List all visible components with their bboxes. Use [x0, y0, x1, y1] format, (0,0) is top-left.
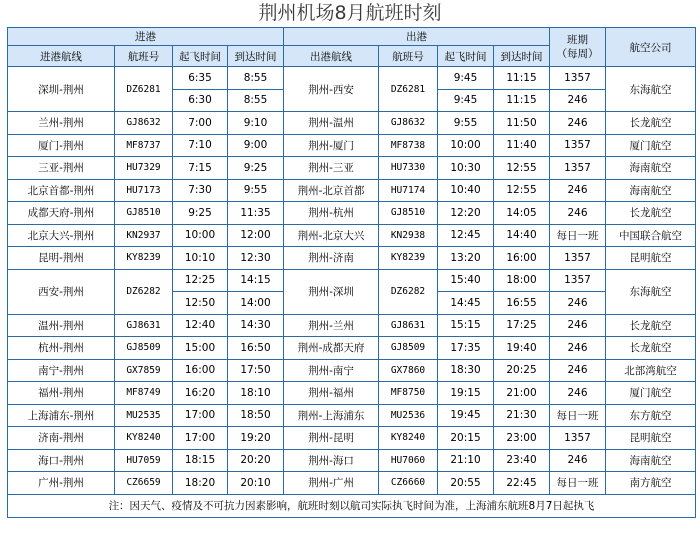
arr-dep-time-cell: 7:10 — [173, 134, 228, 157]
arr-dep-time-cell: 10:10 — [173, 247, 228, 270]
schedule-header-line2: （每周） — [556, 48, 599, 60]
dep-route-cell: 荆州-海口 — [284, 449, 379, 472]
dep-arr-time-cell: 23:40 — [494, 449, 550, 472]
arr-route-cell: 深圳-荆州 — [8, 67, 115, 112]
airline-cell: 昆明航空 — [606, 427, 696, 450]
schedule-cell: 246 — [550, 314, 606, 337]
arr-dep-time-cell: 6:30 — [173, 89, 228, 112]
table-row — [8, 449, 696, 472]
dep-flight-header: 航班号 — [379, 46, 438, 67]
dep-dep-time-header: 起飞时间 — [438, 46, 494, 67]
arr-flight-cell: GX7859 — [115, 359, 173, 382]
dep-arr-time-cell: 11:15 — [494, 89, 550, 112]
arr-route-cell: 三亚-荆州 — [8, 157, 115, 180]
dep-dep-time-cell: 9:55 — [438, 112, 494, 135]
dep-arr-time-cell: 11:50 — [494, 112, 550, 135]
table-row — [8, 247, 696, 270]
arr-dep-time-cell: 6:35 — [173, 67, 228, 90]
dep-dep-time-cell: 15:15 — [438, 314, 494, 337]
arr-route-cell: 温州-荆州 — [8, 314, 115, 337]
dep-arr-time-cell: 19:40 — [494, 337, 550, 360]
dep-dep-time-cell: 19:45 — [438, 404, 494, 427]
airline-cell: 海南航空 — [606, 449, 696, 472]
dep-route-cell: 荆州-杭州 — [284, 202, 379, 225]
arr-route-cell: 西安-荆州 — [8, 269, 115, 314]
airline-cell: 东方航空 — [606, 404, 696, 427]
arr-route-cell: 杭州-荆州 — [8, 337, 115, 360]
table-row — [8, 427, 696, 450]
table-row — [8, 202, 696, 225]
flight-schedule-table — [7, 27, 696, 518]
arr-route-cell: 北京首都-荆州 — [8, 179, 115, 202]
arr-route-cell: 广州-荆州 — [8, 472, 115, 495]
dep-arr-time-cell: 21:00 — [494, 382, 550, 405]
schedule-cell: 1357 — [550, 269, 606, 292]
arr-arr-time-cell: 9:00 — [228, 134, 284, 157]
airline-cell: 东海航空 — [606, 269, 696, 314]
dep-flight-cell: GJ8631 — [379, 314, 438, 337]
arr-arr-time-cell: 8:55 — [228, 67, 284, 90]
schedule-header — [550, 28, 606, 67]
dep-flight-cell: MU2536 — [379, 404, 438, 427]
dep-route-cell: 荆州-北京首都 — [284, 179, 379, 202]
table-row — [8, 359, 696, 382]
arr-flight-cell: MF8737 — [115, 134, 173, 157]
table-row — [8, 382, 696, 405]
dep-route-cell: 荆州-成都天府 — [284, 337, 379, 360]
arr-arr-time-cell: 20:20 — [228, 449, 284, 472]
arr-arr-time-cell: 9:25 — [228, 157, 284, 180]
arr-flight-cell: DZ6282 — [115, 269, 173, 314]
dep-route-cell: 荆州-北京大兴 — [284, 224, 379, 247]
arr-dep-time-cell: 15:00 — [173, 337, 228, 360]
dep-arr-time-cell: 16:55 — [494, 292, 550, 315]
dep-flight-cell: MF8738 — [379, 134, 438, 157]
table-row — [8, 112, 696, 135]
arrival-group-header: 进港 — [8, 28, 284, 46]
arr-route-header: 进港航线 — [8, 46, 115, 67]
dep-flight-cell: CZ6660 — [379, 472, 438, 495]
table-row — [8, 157, 696, 180]
arr-flight-cell: GJ8631 — [115, 314, 173, 337]
dep-route-cell: 荆州-福州 — [284, 382, 379, 405]
arr-arr-time-cell: 9:10 — [228, 112, 284, 135]
dep-arr-time-cell: 11:15 — [494, 67, 550, 90]
arr-flight-cell: HU7329 — [115, 157, 173, 180]
dep-flight-cell: HU7174 — [379, 179, 438, 202]
arr-route-cell: 北京大兴-荆州 — [8, 224, 115, 247]
arr-arr-time-cell: 8:55 — [228, 89, 284, 112]
airline-cell: 南方航空 — [606, 472, 696, 495]
schedule-cell: 每日一班 — [550, 224, 606, 247]
schedule-cell: 246 — [550, 292, 606, 315]
table-row — [8, 179, 696, 202]
arr-flight-cell: DZ6281 — [115, 67, 173, 112]
airline-cell: 长龙航空 — [606, 314, 696, 337]
dep-route-cell: 荆州-上海浦东 — [284, 404, 379, 427]
page-title: 荆州机场8月航班时刻 — [258, 2, 442, 24]
table-row — [8, 224, 696, 247]
dep-flight-cell: GJ8632 — [379, 112, 438, 135]
schedule-cell: 1357 — [550, 134, 606, 157]
dep-dep-time-cell: 10:30 — [438, 157, 494, 180]
arr-flight-cell: MF8749 — [115, 382, 173, 405]
arr-flight-cell: GJ8632 — [115, 112, 173, 135]
dep-arr-time-cell: 21:30 — [494, 404, 550, 427]
arr-route-cell: 兰州-荆州 — [8, 112, 115, 135]
dep-flight-cell: KN2938 — [379, 224, 438, 247]
dep-route-cell: 荆州-济南 — [284, 247, 379, 270]
dep-arr-time-cell: 23:00 — [494, 427, 550, 450]
dep-route-cell: 荆州-三亚 — [284, 157, 379, 180]
dep-flight-cell: HU7330 — [379, 157, 438, 180]
arr-arr-time-cell: 19:20 — [228, 427, 284, 450]
dep-arr-time-cell: 20:25 — [494, 359, 550, 382]
arr-dep-time-cell: 18:15 — [173, 449, 228, 472]
schedule-cell: 246 — [550, 179, 606, 202]
dep-dep-time-cell: 18:30 — [438, 359, 494, 382]
arr-flight-cell: GJ8509 — [115, 337, 173, 360]
arr-dep-time-cell: 16:20 — [173, 382, 228, 405]
arr-dep-time-cell: 10:00 — [173, 224, 228, 247]
dep-dep-time-cell: 12:45 — [438, 224, 494, 247]
table-row — [8, 134, 696, 157]
dep-flight-cell: DZ6282 — [379, 269, 438, 314]
arr-arr-time-cell: 14:00 — [228, 292, 284, 315]
note-row — [8, 494, 696, 517]
dep-dep-time-cell: 21:10 — [438, 449, 494, 472]
arr-flight-cell: CZ6659 — [115, 472, 173, 495]
airline-cell: 厦门航空 — [606, 382, 696, 405]
airline-cell: 海南航空 — [606, 179, 696, 202]
arr-flight-cell: GJ8510 — [115, 202, 173, 225]
schedule-cell: 246 — [550, 112, 606, 135]
dep-arr-time-header: 到达时间 — [494, 46, 550, 67]
arr-flight-cell: KY8240 — [115, 427, 173, 450]
dep-flight-cell: HU7060 — [379, 449, 438, 472]
arr-dep-time-cell: 12:25 — [173, 269, 228, 292]
dep-dep-time-cell: 10:40 — [438, 179, 494, 202]
airline-cell: 东海航空 — [606, 67, 696, 112]
arr-dep-time-cell: 16:00 — [173, 359, 228, 382]
schedule-cell: 1357 — [550, 427, 606, 450]
arr-arr-time-cell: 12:30 — [228, 247, 284, 270]
schedule-cell: 246 — [550, 449, 606, 472]
dep-dep-time-cell: 20:15 — [438, 427, 494, 450]
schedule-cell: 每日一班 — [550, 472, 606, 495]
dep-dep-time-cell: 20:55 — [438, 472, 494, 495]
arr-arr-time-cell: 18:50 — [228, 404, 284, 427]
dep-route-cell: 荆州-广州 — [284, 472, 379, 495]
schedule-cell: 1357 — [550, 157, 606, 180]
schedule-cell: 246 — [550, 382, 606, 405]
dep-flight-cell: GX7860 — [379, 359, 438, 382]
schedule-cell: 246 — [550, 359, 606, 382]
dep-arr-time-cell: 14:05 — [494, 202, 550, 225]
arr-route-cell: 济南-荆州 — [8, 427, 115, 450]
schedule-cell: 1357 — [550, 67, 606, 90]
schedule-cell: 246 — [550, 202, 606, 225]
airline-cell: 厦门航空 — [606, 134, 696, 157]
arr-dep-time-cell: 9:25 — [173, 202, 228, 225]
footnote: 注：因天气、疫情及不可抗力因素影响，航班时刻以航司实际执飞时间为准，上海浦东航班8月7日起执飞 — [8, 494, 696, 517]
arr-dep-time-cell: 12:50 — [173, 292, 228, 315]
arr-route-cell: 南宁-荆州 — [8, 359, 115, 382]
arr-dep-time-cell: 7:15 — [173, 157, 228, 180]
arr-arr-time-cell: 17:50 — [228, 359, 284, 382]
dep-dep-time-cell: 13:20 — [438, 247, 494, 270]
dep-arr-time-cell: 12:55 — [494, 179, 550, 202]
dep-route-cell: 荆州-昆明 — [284, 427, 379, 450]
arr-arr-time-cell: 11:35 — [228, 202, 284, 225]
dep-arr-time-cell: 22:45 — [494, 472, 550, 495]
table-row — [8, 404, 696, 427]
dep-route-header: 出港航线 — [284, 46, 379, 67]
arr-dep-time-cell: 12:40 — [173, 314, 228, 337]
arr-route-cell: 福州-荆州 — [8, 382, 115, 405]
schedule-cell: 1357 — [550, 247, 606, 270]
dep-dep-time-cell: 14:45 — [438, 292, 494, 315]
arr-flight-cell: HU7173 — [115, 179, 173, 202]
dep-dep-time-cell: 9:45 — [438, 89, 494, 112]
dep-arr-time-cell: 11:40 — [494, 134, 550, 157]
arr-dep-time-cell: 18:20 — [173, 472, 228, 495]
airline-cell: 昆明航空 — [606, 247, 696, 270]
dep-dep-time-cell: 15:40 — [438, 269, 494, 292]
dep-route-cell: 荆州-深圳 — [284, 269, 379, 314]
dep-arr-time-cell: 14:40 — [494, 224, 550, 247]
dep-dep-time-cell: 10:00 — [438, 134, 494, 157]
arr-route-cell: 厦门-荆州 — [8, 134, 115, 157]
arr-arr-time-cell: 20:10 — [228, 472, 284, 495]
dep-arr-time-cell: 17:25 — [494, 314, 550, 337]
arr-flight-cell: KY8239 — [115, 247, 173, 270]
dep-dep-time-cell: 19:15 — [438, 382, 494, 405]
arr-route-cell: 上海浦东-荆州 — [8, 404, 115, 427]
schedule-cell: 246 — [550, 89, 606, 112]
dep-dep-time-cell: 9:45 — [438, 67, 494, 90]
arr-dep-time-cell: 7:00 — [173, 112, 228, 135]
schedule-header-line1: 班期 — [567, 34, 588, 46]
dep-arr-time-cell: 18:00 — [494, 269, 550, 292]
dep-arr-time-cell: 12:55 — [494, 157, 550, 180]
dep-route-cell: 荆州-西安 — [284, 67, 379, 112]
dep-route-cell: 荆州-兰州 — [284, 314, 379, 337]
dep-flight-cell: GJ8509 — [379, 337, 438, 360]
airline-cell: 长龙航空 — [606, 202, 696, 225]
airline-cell: 中国联合航空 — [606, 224, 696, 247]
dep-flight-cell: MF8750 — [379, 382, 438, 405]
dep-route-cell: 荆州-温州 — [284, 112, 379, 135]
arr-flight-cell: KN2937 — [115, 224, 173, 247]
airline-header: 航空公司 — [606, 28, 696, 67]
arr-arr-time-cell: 18:10 — [228, 382, 284, 405]
dep-dep-time-cell: 12:20 — [438, 202, 494, 225]
table-row — [8, 314, 696, 337]
table-row — [8, 337, 696, 360]
table-row — [8, 67, 696, 90]
schedule-cell: 每日一班 — [550, 404, 606, 427]
table-row — [8, 472, 696, 495]
schedule-cell: 246 — [550, 337, 606, 360]
arr-arr-time-cell: 16:50 — [228, 337, 284, 360]
arr-route-cell: 成都天府-荆州 — [8, 202, 115, 225]
arr-flight-cell: HU7059 — [115, 449, 173, 472]
arr-arr-time-header: 到达时间 — [228, 46, 284, 67]
arr-dep-time-cell: 7:30 — [173, 179, 228, 202]
dep-dep-time-cell: 17:35 — [438, 337, 494, 360]
arr-arr-time-cell: 14:15 — [228, 269, 284, 292]
airline-cell: 长龙航空 — [606, 337, 696, 360]
dep-flight-cell: KY8240 — [379, 427, 438, 450]
departure-group-header: 出港 — [284, 28, 550, 46]
airline-cell: 长龙航空 — [606, 112, 696, 135]
dep-flight-cell: DZ6281 — [379, 67, 438, 112]
arr-dep-time-header: 起飞时间 — [173, 46, 228, 67]
arr-flight-cell: MU2535 — [115, 404, 173, 427]
arr-flight-header: 航班号 — [115, 46, 173, 67]
arr-arr-time-cell: 14:30 — [228, 314, 284, 337]
arr-dep-time-cell: 17:00 — [173, 404, 228, 427]
table-row — [8, 269, 696, 292]
arr-route-cell: 昆明-荆州 — [8, 247, 115, 270]
dep-flight-cell: KY8239 — [379, 247, 438, 270]
dep-route-cell: 荆州-厦门 — [284, 134, 379, 157]
airline-cell: 北部湾航空 — [606, 359, 696, 382]
airline-cell: 海南航空 — [606, 157, 696, 180]
dep-flight-cell: GJ8510 — [379, 202, 438, 225]
arr-route-cell: 海口-荆州 — [8, 449, 115, 472]
arr-arr-time-cell: 9:55 — [228, 179, 284, 202]
arr-dep-time-cell: 17:00 — [173, 427, 228, 450]
dep-arr-time-cell: 16:00 — [494, 247, 550, 270]
arr-arr-time-cell: 12:00 — [228, 224, 284, 247]
dep-route-cell: 荆州-南宁 — [284, 359, 379, 382]
